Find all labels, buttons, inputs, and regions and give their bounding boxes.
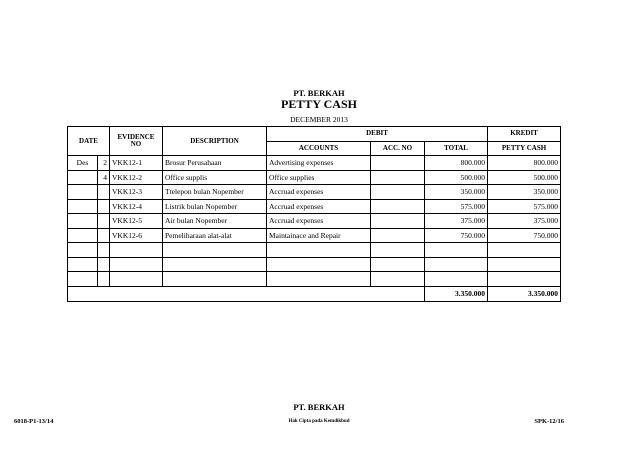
cell-petty-cash: 750.000: [488, 228, 561, 243]
cell-petty-cash: 500.000: [488, 170, 561, 185]
cell-account: Maintainace and Repair: [267, 228, 371, 243]
header-kredit: KREDIT: [488, 127, 561, 142]
document-code: 6018-P1-13/14: [14, 418, 54, 425]
header-debit: DEBIT: [267, 127, 488, 142]
table-row: [68, 199, 561, 214]
table-row: [68, 170, 561, 185]
footer-company: PT. BERKAH: [293, 402, 345, 412]
cell-description: Listrik bulan Nopember: [163, 199, 267, 214]
cell-total: 500.000: [425, 170, 488, 185]
petty-cash-table: [67, 126, 561, 302]
table-row: [68, 156, 561, 171]
cell-date-month: [68, 199, 98, 214]
cell-petty-cash: 350.000: [488, 185, 561, 200]
cell-evidence-no: VKK12-5: [110, 214, 163, 229]
cell-date-month: [68, 272, 98, 287]
cell-total: 375.000: [425, 214, 488, 229]
cell-acc-no: [371, 170, 425, 185]
page-code: SPK-12/16: [534, 418, 564, 425]
cell-account: [267, 257, 371, 272]
total-row: [68, 286, 561, 301]
cell-account: Office supplies: [267, 170, 371, 185]
cell-account: [267, 243, 371, 258]
cell-acc-no: [371, 228, 425, 243]
cell-evidence-no: VKK12-6: [110, 228, 163, 243]
cell-description: [163, 243, 267, 258]
grand-total: 3.350.000: [425, 286, 488, 301]
cell-acc-no: [371, 214, 425, 229]
cell-total: [425, 243, 488, 258]
table-row: [68, 228, 561, 243]
header-description: DESCRIPTION: [163, 127, 267, 156]
cell-date-day: [98, 272, 110, 287]
cell-description: Office supplis: [163, 170, 267, 185]
cell-account: [267, 272, 371, 287]
cell-evidence-no: [110, 272, 163, 287]
cell-description: Brosur Perusahaan: [163, 156, 267, 171]
cell-date-month: [68, 185, 98, 200]
cell-evidence-no: VKK12-2: [110, 170, 163, 185]
cell-petty-cash: 800.000: [488, 156, 561, 171]
cell-date-day: [98, 243, 110, 258]
cell-date-day: [98, 199, 110, 214]
cell-acc-no: [371, 243, 425, 258]
cell-description: [163, 272, 267, 287]
period-label: DECEMBER 2013: [290, 115, 348, 124]
cell-total: 575.000: [425, 199, 488, 214]
header-accounts: ACCOUNTS: [267, 141, 371, 156]
cell-date-day: [98, 185, 110, 200]
header-accno: ACC. NO: [371, 141, 425, 156]
cell-total: [425, 272, 488, 287]
cell-acc-no: [371, 185, 425, 200]
cell-evidence-no: VKK12-1: [110, 156, 163, 171]
cell-date-month: [68, 257, 98, 272]
cell-evidence-no: VKK12-4: [110, 199, 163, 214]
cell-total: [425, 257, 488, 272]
cell-petty-cash: 375.000: [488, 214, 561, 229]
cell-petty-cash: 575.000: [488, 199, 561, 214]
cell-evidence-no: VKK12-3: [110, 185, 163, 200]
header-evidence: EVIDENCE NO: [110, 127, 163, 156]
cell-description: Air bulan Nopember: [163, 214, 267, 229]
header-total: TOTAL: [425, 141, 488, 156]
table-row: [68, 185, 561, 200]
cell-description: Ttelepon bulan Nopember: [163, 185, 267, 200]
company-name: PT. BERKAH: [293, 88, 345, 98]
header-petty-cash: PETTY CASH: [488, 141, 561, 156]
cell-date-month: [68, 228, 98, 243]
cell-acc-no: [371, 199, 425, 214]
table-row: [68, 214, 561, 229]
cell-account: Advertising expenses: [267, 156, 371, 171]
cell-petty-cash: [488, 272, 561, 287]
cell-date-month: [68, 170, 98, 185]
cell-account: Accruad expenses: [267, 199, 371, 214]
header-date: DATE: [68, 127, 110, 156]
cell-acc-no: [371, 272, 425, 287]
grand-total-petty-cash: 3.350.000: [488, 286, 561, 301]
cell-account: Accruad expenses: [267, 214, 371, 229]
page-title: PETTY CASH: [281, 97, 357, 111]
cell-description: Pemeliharaan alat-alat: [163, 228, 267, 243]
cell-total: 350.000: [425, 185, 488, 200]
cell-description: [163, 257, 267, 272]
cell-acc-no: [371, 257, 425, 272]
cell-date-month: [68, 214, 98, 229]
cell-acc-no: [371, 156, 425, 171]
cell-date-month: Des: [68, 156, 98, 171]
cell-date-day: [98, 214, 110, 229]
cell-date-day: [98, 228, 110, 243]
cell-total: 800.000: [425, 156, 488, 171]
cell-total: 750.000: [425, 228, 488, 243]
cell-date-day: 2: [98, 156, 110, 171]
cell-evidence-no: [110, 243, 163, 258]
cell-evidence-no: [110, 257, 163, 272]
copyright-notice: Hak Cipta pada Kemdikbud: [288, 419, 350, 424]
table-row: [68, 272, 561, 287]
cell-date-day: 4: [98, 170, 110, 185]
cell-account: Accruad expenses: [267, 185, 371, 200]
cell-date-month: [68, 243, 98, 258]
table-row: [68, 257, 561, 272]
cell-petty-cash: [488, 257, 561, 272]
table-row: [68, 243, 561, 258]
cell-date-day: [98, 257, 110, 272]
cell-petty-cash: [488, 243, 561, 258]
